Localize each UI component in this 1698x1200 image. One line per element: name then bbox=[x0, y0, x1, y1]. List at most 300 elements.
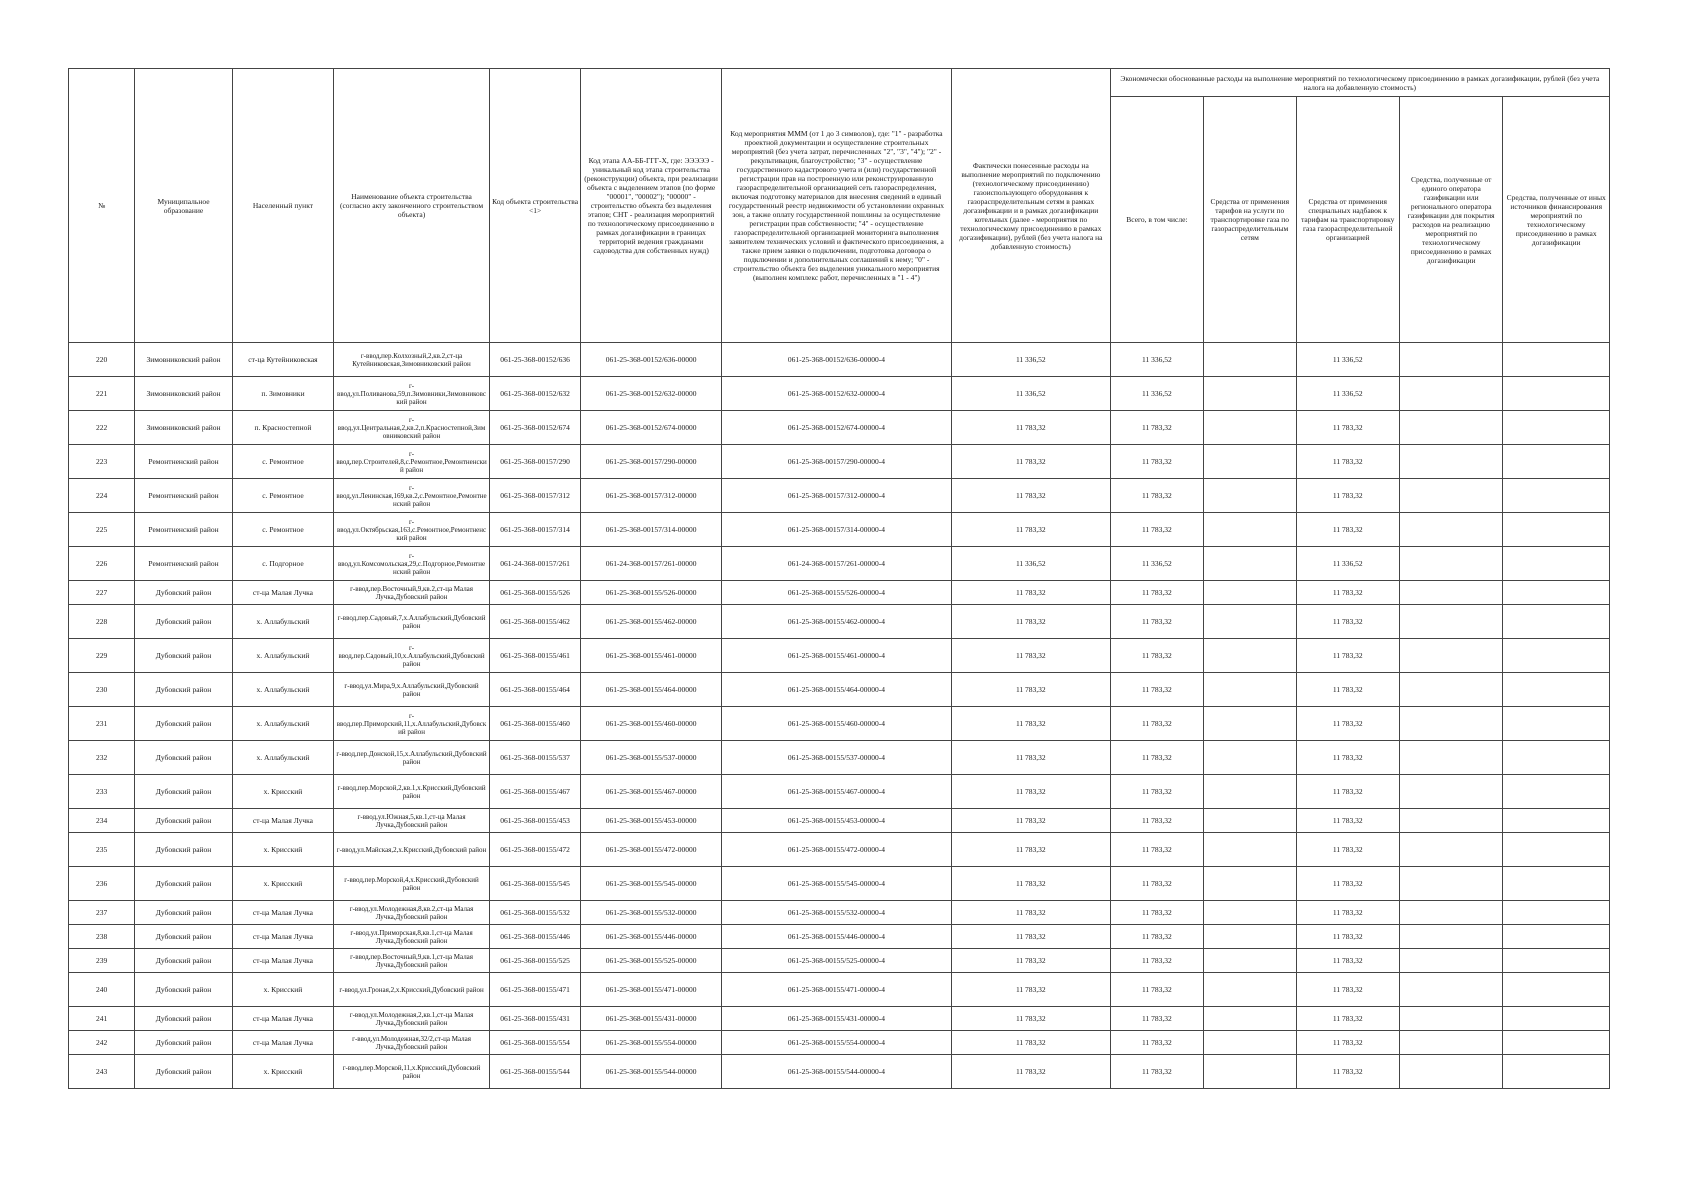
row-total: 11 336,52 bbox=[1110, 377, 1203, 411]
row-other-funds bbox=[1503, 925, 1610, 949]
row-settlement: ст-ца Малая Лучка bbox=[232, 809, 333, 833]
row-object-code: 061-25-368-00155/464 bbox=[489, 673, 580, 707]
row-object-code: 061-25-368-00155/467 bbox=[489, 775, 580, 809]
col-stage-code: Код этапа АА-ББ-ГГГ-Х, где: ЭЭЭЭЭ - уникальный код этапа строительства (реконструкции) объекта, при реализации объекта с выделением этапов (по форме "00001", "00002"); "00000" - строительство объекта без выделения этапов; СНТ - реализация мероприятий по технологическому присоединению в рамках догазификации в границах территорий ведения гражданами садоводства для собственных нужд) bbox=[581, 69, 722, 343]
row-other-funds bbox=[1503, 377, 1610, 411]
row-actual-costs: 11 783,32 bbox=[951, 741, 1110, 775]
row-actual-costs: 11 783,32 bbox=[951, 707, 1110, 741]
row-object-code: 061-25-368-00155/460 bbox=[489, 707, 580, 741]
row-municipality: Дубовский район bbox=[135, 1031, 232, 1055]
row-actual-costs: 11 783,32 bbox=[951, 775, 1110, 809]
row-object-code: 061-25-368-00155/453 bbox=[489, 809, 580, 833]
row-activity-code: 061-25-368-00155/537-00000-4 bbox=[721, 741, 951, 775]
row-total: 11 783,32 bbox=[1110, 775, 1203, 809]
row-stage-code: 061-25-368-00157/314-00000 bbox=[581, 513, 722, 547]
row-total: 11 783,32 bbox=[1110, 973, 1203, 1007]
row-stage-code: 061-25-368-00152/632-00000 bbox=[581, 377, 722, 411]
row-stage-code: 061-25-368-00155/462-00000 bbox=[581, 605, 722, 639]
row-settlement: ст-ца Малая Лучка bbox=[232, 925, 333, 949]
row-num: 237 bbox=[69, 901, 135, 925]
table-header bbox=[69, 69, 1610, 343]
row-settlement: х. Аллабульский bbox=[232, 673, 333, 707]
table-row bbox=[69, 581, 1610, 605]
row-settlement: с. Ремонтное bbox=[232, 513, 333, 547]
row-stage-code: 061-25-368-00152/674-00000 bbox=[581, 411, 722, 445]
row-settlement: с. Ремонтное bbox=[232, 479, 333, 513]
row-total: 11 783,32 bbox=[1110, 581, 1203, 605]
row-municipality: Дубовский район bbox=[135, 775, 232, 809]
row-actual-costs: 11 336,52 bbox=[951, 377, 1110, 411]
row-total: 11 783,32 bbox=[1110, 673, 1203, 707]
row-operator-funds bbox=[1399, 513, 1502, 547]
table-row bbox=[69, 1007, 1610, 1031]
col-tariff-funds: Средства от применения тарифов на услуги по транспортировке газа по газораспределительным сетям bbox=[1204, 97, 1296, 343]
row-stage-code: 061-25-368-00155/453-00000 bbox=[581, 809, 722, 833]
row-surcharge-funds: 11 783,32 bbox=[1296, 707, 1399, 741]
row-activity-code: 061-25-368-00155/464-00000-4 bbox=[721, 673, 951, 707]
row-actual-costs: 11 783,32 bbox=[951, 949, 1110, 973]
row-object-name: г-ввод,пер.Садовый,7,х.Аллабульский,Дубовский район bbox=[334, 605, 490, 639]
row-num: 235 bbox=[69, 833, 135, 867]
row-object-name: г-ввод,пер.Морской,11,х.Крисский,Дубовский район bbox=[334, 1055, 490, 1089]
row-activity-code: 061-25-368-00152/636-00000-4 bbox=[721, 343, 951, 377]
row-operator-funds bbox=[1399, 1031, 1502, 1055]
row-object-name: г-ввод,пер.Морской,2,кв.1,х.Крисский,Дубовский район bbox=[334, 775, 490, 809]
col-settlement: Населенный пункт bbox=[232, 69, 333, 343]
row-total: 11 783,32 bbox=[1110, 513, 1203, 547]
row-activity-code: 061-25-368-00155/431-00000-4 bbox=[721, 1007, 951, 1031]
row-actual-costs: 11 783,32 bbox=[951, 901, 1110, 925]
row-other-funds bbox=[1503, 343, 1610, 377]
row-activity-code: 061-25-368-00155/532-00000-4 bbox=[721, 901, 951, 925]
costs-table bbox=[68, 68, 1610, 1089]
row-operator-funds bbox=[1399, 1007, 1502, 1031]
row-other-funds bbox=[1503, 973, 1610, 1007]
row-stage-code: 061-25-368-00155/537-00000 bbox=[581, 741, 722, 775]
row-total: 11 783,32 bbox=[1110, 925, 1203, 949]
row-num: 225 bbox=[69, 513, 135, 547]
row-object-name: г-ввод,пер.Садовый,10,х.Аллабульский,Дубовский район bbox=[334, 639, 490, 673]
table-row bbox=[69, 673, 1610, 707]
row-tariff-funds bbox=[1204, 949, 1296, 973]
row-activity-code: 061-25-368-00155/544-00000-4 bbox=[721, 1055, 951, 1089]
row-num: 242 bbox=[69, 1031, 135, 1055]
row-total: 11 783,32 bbox=[1110, 949, 1203, 973]
row-other-funds bbox=[1503, 775, 1610, 809]
row-num: 234 bbox=[69, 809, 135, 833]
row-other-funds bbox=[1503, 547, 1610, 581]
table-row bbox=[69, 639, 1610, 673]
row-municipality: Дубовский район bbox=[135, 673, 232, 707]
row-total: 11 783,32 bbox=[1110, 411, 1203, 445]
row-surcharge-funds: 11 783,32 bbox=[1296, 1031, 1399, 1055]
row-stage-code: 061-25-368-00155/544-00000 bbox=[581, 1055, 722, 1089]
row-operator-funds bbox=[1399, 673, 1502, 707]
row-object-name: г-ввод,ул.Южная,5,кв.1,ст-ца Малая Лучка,Дубовский район bbox=[334, 809, 490, 833]
row-object-name: г-ввод,пер.Восточный,9,кв.1,ст-ца Малая Лучка,Дубовский район bbox=[334, 949, 490, 973]
row-tariff-funds bbox=[1204, 479, 1296, 513]
row-municipality: Дубовский район bbox=[135, 833, 232, 867]
row-settlement: п. Красностепной bbox=[232, 411, 333, 445]
row-stage-code: 061-25-368-00157/290-00000 bbox=[581, 445, 722, 479]
row-stage-code: 061-25-368-00152/636-00000 bbox=[581, 343, 722, 377]
row-activity-code: 061-25-368-00155/460-00000-4 bbox=[721, 707, 951, 741]
row-activity-code: 061-25-368-00155/467-00000-4 bbox=[721, 775, 951, 809]
row-activity-code: 061-25-368-00155/446-00000-4 bbox=[721, 925, 951, 949]
row-total: 11 783,32 bbox=[1110, 809, 1203, 833]
row-object-code: 061-25-368-00155/545 bbox=[489, 867, 580, 901]
table-row bbox=[69, 411, 1610, 445]
table-row bbox=[69, 479, 1610, 513]
row-municipality: Зимовниковский район bbox=[135, 343, 232, 377]
row-other-funds bbox=[1503, 1055, 1610, 1089]
row-stage-code: 061-25-368-00155/472-00000 bbox=[581, 833, 722, 867]
row-stage-code: 061-25-368-00155/461-00000 bbox=[581, 639, 722, 673]
row-object-code: 061-25-368-00155/462 bbox=[489, 605, 580, 639]
row-operator-funds bbox=[1399, 479, 1502, 513]
row-operator-funds bbox=[1399, 775, 1502, 809]
row-settlement: х. Крисский bbox=[232, 1055, 333, 1089]
row-actual-costs: 11 783,32 bbox=[951, 973, 1110, 1007]
row-municipality: Дубовский район bbox=[135, 1007, 232, 1031]
table-row bbox=[69, 547, 1610, 581]
row-surcharge-funds: 11 783,32 bbox=[1296, 973, 1399, 1007]
row-tariff-funds bbox=[1204, 973, 1296, 1007]
row-municipality: Дубовский район bbox=[135, 867, 232, 901]
table-row bbox=[69, 973, 1610, 1007]
row-object-code: 061-25-368-00155/431 bbox=[489, 1007, 580, 1031]
row-stage-code: 061-25-368-00155/446-00000 bbox=[581, 925, 722, 949]
col-num: № bbox=[69, 69, 135, 343]
row-settlement: х. Аллабульский bbox=[232, 741, 333, 775]
col-actual-costs: Фактически понесенные расходы на выполнение мероприятий по подключению (технологическому присоединению) газоиспользующего оборудования к газораспределительным сетям в рамках догазификации и в рамках догазификации котельных (далее - мероприятия по технологическому присоединению в рамках догазификации), рублей (без учета налога на добавленную стоимость) bbox=[951, 69, 1110, 343]
row-municipality: Ремонтненский район bbox=[135, 445, 232, 479]
row-operator-funds bbox=[1399, 949, 1502, 973]
table-row bbox=[69, 343, 1610, 377]
row-settlement: с. Ремонтное bbox=[232, 445, 333, 479]
row-total: 11 783,32 bbox=[1110, 707, 1203, 741]
row-object-name: г-ввод,ул.Майская,2,х.Крисский,Дубовский район bbox=[334, 833, 490, 867]
row-actual-costs: 11 783,32 bbox=[951, 1031, 1110, 1055]
row-actual-costs: 11 783,32 bbox=[951, 581, 1110, 605]
row-num: 232 bbox=[69, 741, 135, 775]
row-operator-funds bbox=[1399, 411, 1502, 445]
row-stage-code: 061-25-368-00155/532-00000 bbox=[581, 901, 722, 925]
row-tariff-funds bbox=[1204, 673, 1296, 707]
table-row bbox=[69, 377, 1610, 411]
row-surcharge-funds: 11 783,32 bbox=[1296, 605, 1399, 639]
row-num: 243 bbox=[69, 1055, 135, 1089]
row-operator-funds bbox=[1399, 833, 1502, 867]
row-tariff-funds bbox=[1204, 707, 1296, 741]
row-municipality: Дубовский район bbox=[135, 809, 232, 833]
col-object-code: Код объекта строительства <1> bbox=[489, 69, 580, 343]
row-operator-funds bbox=[1399, 547, 1502, 581]
table-row bbox=[69, 949, 1610, 973]
row-stage-code: 061-25-368-00155/554-00000 bbox=[581, 1031, 722, 1055]
row-other-funds bbox=[1503, 479, 1610, 513]
col-econ-group: Экономически обоснованные расходы на выполнение мероприятий по технологическому присоединению в рамках догазификации, рублей (без учета налога на добавленную стоимость) bbox=[1110, 69, 1609, 97]
row-total: 11 783,32 bbox=[1110, 639, 1203, 673]
row-activity-code: 061-24-368-00157/261-00000-4 bbox=[721, 547, 951, 581]
row-actual-costs: 11 783,32 bbox=[951, 1055, 1110, 1089]
row-object-name: г-ввод,ул.Приморская,8,кв.1,ст-ца Малая Лучка,Дубовский район bbox=[334, 925, 490, 949]
row-object-name: г-ввод,ул.Поливанова,59,п.Зимовники,Зимовниковский район bbox=[334, 377, 490, 411]
row-num: 236 bbox=[69, 867, 135, 901]
row-activity-code: 061-25-368-00152/674-00000-4 bbox=[721, 411, 951, 445]
row-operator-funds bbox=[1399, 581, 1502, 605]
row-other-funds bbox=[1503, 833, 1610, 867]
row-actual-costs: 11 783,32 bbox=[951, 445, 1110, 479]
col-surcharge-funds: Средства от применения специальных надбавок к тарифам на транспортировку газа газораспределительной организацией bbox=[1296, 97, 1399, 343]
row-stage-code: 061-25-368-00155/525-00000 bbox=[581, 949, 722, 973]
row-surcharge-funds: 11 783,32 bbox=[1296, 741, 1399, 775]
row-other-funds bbox=[1503, 809, 1610, 833]
row-settlement: х. Аллабульский bbox=[232, 707, 333, 741]
row-operator-funds bbox=[1399, 377, 1502, 411]
row-surcharge-funds: 11 783,32 bbox=[1296, 901, 1399, 925]
row-tariff-funds bbox=[1204, 901, 1296, 925]
table-row bbox=[69, 901, 1610, 925]
row-other-funds bbox=[1503, 741, 1610, 775]
row-surcharge-funds: 11 783,32 bbox=[1296, 867, 1399, 901]
row-object-code: 061-25-368-00157/312 bbox=[489, 479, 580, 513]
row-settlement: ст-ца Малая Лучка bbox=[232, 949, 333, 973]
row-object-code: 061-25-368-00152/636 bbox=[489, 343, 580, 377]
row-tariff-funds bbox=[1204, 1007, 1296, 1031]
row-tariff-funds bbox=[1204, 411, 1296, 445]
row-tariff-funds bbox=[1204, 581, 1296, 605]
table-row bbox=[69, 809, 1610, 833]
row-actual-costs: 11 783,32 bbox=[951, 513, 1110, 547]
row-settlement: ст-ца Малая Лучка bbox=[232, 581, 333, 605]
row-activity-code: 061-25-368-00155/461-00000-4 bbox=[721, 639, 951, 673]
row-object-name: г-ввод,пер.Приморский,11,х.Аллабульский,Дубовский район bbox=[334, 707, 490, 741]
row-tariff-funds bbox=[1204, 377, 1296, 411]
row-other-funds bbox=[1503, 513, 1610, 547]
table-row bbox=[69, 513, 1610, 547]
row-municipality: Ремонтненский район bbox=[135, 479, 232, 513]
row-surcharge-funds: 11 783,32 bbox=[1296, 1055, 1399, 1089]
row-municipality: Ремонтненский район bbox=[135, 547, 232, 581]
row-municipality: Дубовский район bbox=[135, 605, 232, 639]
row-stage-code: 061-25-368-00155/471-00000 bbox=[581, 973, 722, 1007]
row-operator-funds bbox=[1399, 605, 1502, 639]
row-object-code: 061-25-368-00155/446 bbox=[489, 925, 580, 949]
row-surcharge-funds: 11 336,52 bbox=[1296, 547, 1399, 581]
row-num: 228 bbox=[69, 605, 135, 639]
row-surcharge-funds: 11 783,32 bbox=[1296, 925, 1399, 949]
row-num: 229 bbox=[69, 639, 135, 673]
row-surcharge-funds: 11 783,32 bbox=[1296, 445, 1399, 479]
row-operator-funds bbox=[1399, 445, 1502, 479]
row-object-code: 061-25-368-00152/674 bbox=[489, 411, 580, 445]
col-municipality: Муниципальное образование bbox=[135, 69, 232, 343]
row-total: 11 783,32 bbox=[1110, 479, 1203, 513]
row-num: 226 bbox=[69, 547, 135, 581]
row-settlement: ст-ца Кутейниковская bbox=[232, 343, 333, 377]
row-object-name: г-ввод,ул.Гроная,2,х.Крисский,Дубовский район bbox=[334, 973, 490, 1007]
row-num: 220 bbox=[69, 343, 135, 377]
row-object-name: г-ввод,ул.Молодежная,8,кв.2,ст-ца Малая Лучка,Дубовский район bbox=[334, 901, 490, 925]
row-municipality: Зимовниковский район bbox=[135, 411, 232, 445]
row-settlement: х. Аллабульский bbox=[232, 639, 333, 673]
table-row bbox=[69, 605, 1610, 639]
table-row bbox=[69, 775, 1610, 809]
row-total: 11 783,32 bbox=[1110, 901, 1203, 925]
row-other-funds bbox=[1503, 673, 1610, 707]
table-row bbox=[69, 741, 1610, 775]
row-num: 233 bbox=[69, 775, 135, 809]
row-tariff-funds bbox=[1204, 833, 1296, 867]
row-object-code: 061-24-368-00157/261 bbox=[489, 547, 580, 581]
row-municipality: Дубовский район bbox=[135, 925, 232, 949]
row-activity-code: 061-25-368-00155/462-00000-4 bbox=[721, 605, 951, 639]
row-total: 11 783,32 bbox=[1110, 1031, 1203, 1055]
row-tariff-funds bbox=[1204, 547, 1296, 581]
row-settlement: х. Крисский bbox=[232, 973, 333, 1007]
row-tariff-funds bbox=[1204, 867, 1296, 901]
row-num: 221 bbox=[69, 377, 135, 411]
row-num: 239 bbox=[69, 949, 135, 973]
row-actual-costs: 11 336,52 bbox=[951, 547, 1110, 581]
row-surcharge-funds: 11 783,32 bbox=[1296, 479, 1399, 513]
row-other-funds bbox=[1503, 639, 1610, 673]
row-municipality: Дубовский район bbox=[135, 581, 232, 605]
row-stage-code: 061-25-368-00155/431-00000 bbox=[581, 1007, 722, 1031]
row-operator-funds bbox=[1399, 707, 1502, 741]
row-municipality: Ремонтненский район bbox=[135, 513, 232, 547]
row-object-name: г-ввод,ул.Ленинская,169,кв.2,с.Ремонтное,Ремонтненский район bbox=[334, 479, 490, 513]
row-object-code: 061-25-368-00155/461 bbox=[489, 639, 580, 673]
row-tariff-funds bbox=[1204, 513, 1296, 547]
row-object-name: г-ввод,пер.Строителей,8,с.Ремонтное,Ремонтненский район bbox=[334, 445, 490, 479]
row-tariff-funds bbox=[1204, 775, 1296, 809]
row-total: 11 336,52 bbox=[1110, 547, 1203, 581]
row-municipality: Дубовский район bbox=[135, 639, 232, 673]
row-settlement: ст-ца Малая Лучка bbox=[232, 1031, 333, 1055]
table-row bbox=[69, 833, 1610, 867]
row-tariff-funds bbox=[1204, 1031, 1296, 1055]
table-row bbox=[69, 1055, 1610, 1089]
row-total: 11 783,32 bbox=[1110, 445, 1203, 479]
row-settlement: ст-ца Малая Лучка bbox=[232, 1007, 333, 1031]
row-settlement: с. Подгорное bbox=[232, 547, 333, 581]
col-operator-funds: Средства, полученные от единого оператора газификации или регионального оператора газификации для покрытия расходов на реализацию мероприятий по технологическому присоединению в рамках догазификации bbox=[1399, 97, 1502, 343]
row-other-funds bbox=[1503, 581, 1610, 605]
row-settlement: п. Зимовники bbox=[232, 377, 333, 411]
row-surcharge-funds: 11 336,52 bbox=[1296, 377, 1399, 411]
row-other-funds bbox=[1503, 1007, 1610, 1031]
row-activity-code: 061-25-368-00157/314-00000-4 bbox=[721, 513, 951, 547]
row-stage-code: 061-25-368-00157/312-00000 bbox=[581, 479, 722, 513]
row-activity-code: 061-25-368-00155/453-00000-4 bbox=[721, 809, 951, 833]
row-settlement: х. Крисский bbox=[232, 775, 333, 809]
row-activity-code: 061-25-368-00155/526-00000-4 bbox=[721, 581, 951, 605]
row-municipality: Дубовский район bbox=[135, 973, 232, 1007]
row-surcharge-funds: 11 783,32 bbox=[1296, 513, 1399, 547]
row-settlement: х. Аллабульский bbox=[232, 605, 333, 639]
row-activity-code: 061-25-368-00152/632-00000-4 bbox=[721, 377, 951, 411]
row-object-code: 061-25-368-00157/314 bbox=[489, 513, 580, 547]
row-object-code: 061-25-368-00155/544 bbox=[489, 1055, 580, 1089]
row-num: 238 bbox=[69, 925, 135, 949]
row-actual-costs: 11 783,32 bbox=[951, 639, 1110, 673]
row-other-funds bbox=[1503, 707, 1610, 741]
table-body bbox=[69, 343, 1610, 1089]
row-activity-code: 061-25-368-00157/290-00000-4 bbox=[721, 445, 951, 479]
row-settlement: х. Крисский bbox=[232, 833, 333, 867]
row-other-funds bbox=[1503, 901, 1610, 925]
row-operator-funds bbox=[1399, 973, 1502, 1007]
table-row bbox=[69, 445, 1610, 479]
row-actual-costs: 11 783,32 bbox=[951, 673, 1110, 707]
table-row bbox=[69, 867, 1610, 901]
row-object-name: г-ввод,пер.Морской,4,х.Крисский,Дубовский район bbox=[334, 867, 490, 901]
col-object-name: Наименование объекта строительства (согласно акту законченного строительством объекта) bbox=[334, 69, 490, 343]
row-tariff-funds bbox=[1204, 445, 1296, 479]
row-actual-costs: 11 783,32 bbox=[951, 867, 1110, 901]
row-object-code: 061-25-368-00155/554 bbox=[489, 1031, 580, 1055]
row-num: 231 bbox=[69, 707, 135, 741]
row-other-funds bbox=[1503, 1031, 1610, 1055]
row-surcharge-funds: 11 783,32 bbox=[1296, 411, 1399, 445]
row-actual-costs: 11 783,32 bbox=[951, 809, 1110, 833]
row-object-code: 061-25-368-00155/471 bbox=[489, 973, 580, 1007]
col-total: Всего, в том числе: bbox=[1110, 97, 1203, 343]
row-settlement: х. Крисский bbox=[232, 867, 333, 901]
row-object-name: г-ввод,ул.Мира,9,х.Аллабульский,Дубовский район bbox=[334, 673, 490, 707]
row-actual-costs: 11 783,32 bbox=[951, 411, 1110, 445]
row-other-funds bbox=[1503, 605, 1610, 639]
row-tariff-funds bbox=[1204, 741, 1296, 775]
row-num: 230 bbox=[69, 673, 135, 707]
row-num: 227 bbox=[69, 581, 135, 605]
row-surcharge-funds: 11 783,32 bbox=[1296, 809, 1399, 833]
row-tariff-funds bbox=[1204, 605, 1296, 639]
col-other-funds: Средства, полученные от иных источников финансирования мероприятий по технологическому присоединению в рамках догазификации bbox=[1503, 97, 1610, 343]
row-tariff-funds bbox=[1204, 343, 1296, 377]
row-operator-funds bbox=[1399, 741, 1502, 775]
row-total: 11 336,52 bbox=[1110, 343, 1203, 377]
row-object-code: 061-25-368-00155/525 bbox=[489, 949, 580, 973]
row-object-name: г-ввод,пер.Восточный,9,кв.2,ст-ца Малая Лучка,Дубовский район bbox=[334, 581, 490, 605]
row-municipality: Дубовский район bbox=[135, 949, 232, 973]
row-municipality: Дубовский район bbox=[135, 901, 232, 925]
row-surcharge-funds: 11 783,32 bbox=[1296, 673, 1399, 707]
row-surcharge-funds: 11 783,32 bbox=[1296, 775, 1399, 809]
row-actual-costs: 11 783,32 bbox=[951, 479, 1110, 513]
row-operator-funds bbox=[1399, 639, 1502, 673]
row-actual-costs: 11 783,32 bbox=[951, 925, 1110, 949]
row-num: 241 bbox=[69, 1007, 135, 1031]
row-surcharge-funds: 11 783,32 bbox=[1296, 1007, 1399, 1031]
row-other-funds bbox=[1503, 949, 1610, 973]
row-actual-costs: 11 783,32 bbox=[951, 1007, 1110, 1031]
row-object-name: г-ввод,ул.Молодежная,32/2,ст-ца Малая Лучка,Дубовский район bbox=[334, 1031, 490, 1055]
row-surcharge-funds: 11 783,32 bbox=[1296, 581, 1399, 605]
row-activity-code: 061-25-368-00155/471-00000-4 bbox=[721, 973, 951, 1007]
row-surcharge-funds: 11 336,52 bbox=[1296, 343, 1399, 377]
row-object-code: 061-25-368-00155/472 bbox=[489, 833, 580, 867]
row-object-name: г-ввод,пер.Донской,15,х.Аллабульский,Дубовский район bbox=[334, 741, 490, 775]
row-stage-code: 061-25-368-00155/460-00000 bbox=[581, 707, 722, 741]
row-municipality: Дубовский район bbox=[135, 741, 232, 775]
row-object-name: г-ввод,пер.Колхозный,2,кв.2,ст-ца Кутейниковская,Зимовниковский район bbox=[334, 343, 490, 377]
row-total: 11 783,32 bbox=[1110, 833, 1203, 867]
row-other-funds bbox=[1503, 867, 1610, 901]
row-stage-code: 061-25-368-00155/467-00000 bbox=[581, 775, 722, 809]
